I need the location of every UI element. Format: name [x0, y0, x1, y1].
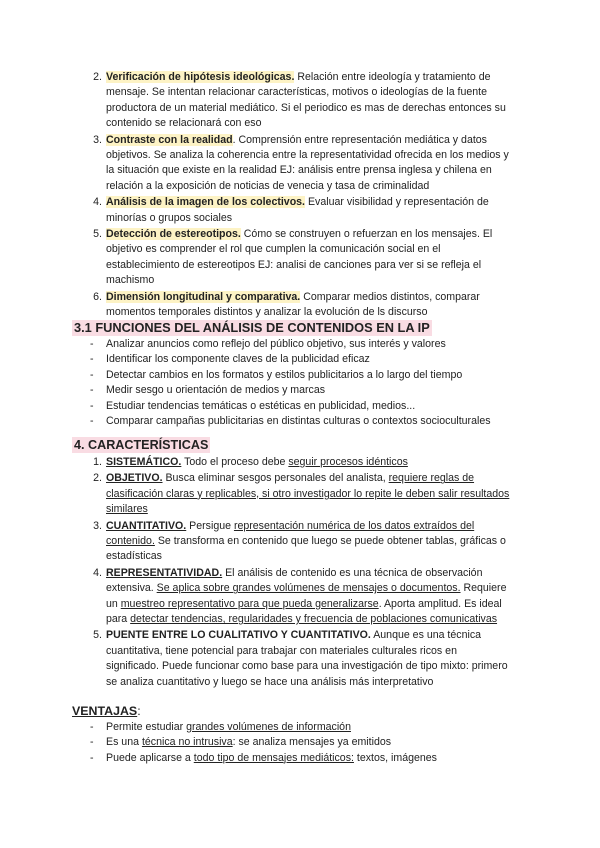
list-item — [72, 195, 510, 226]
item-title: Dimensión longitudinal y comparativa. — [106, 290, 301, 303]
item-title: PUENTE ENTRE LO CUALITATIVO Y CUANTITATIVO. — [106, 629, 371, 642]
item-text: Evaluar visibilidad y representación de minorías o grupos sociales — [106, 196, 489, 224]
section-heading-ventajas: VENTAJAS: — [72, 704, 141, 718]
list-item — [72, 290, 510, 321]
advantages-list — [72, 720, 510, 766]
item-number: 5. — [93, 228, 102, 241]
list-item: - Identificar los componente claves de la publicidad eficaz — [90, 353, 370, 366]
item-text: Comparar medios distintos, comparar momentos temporales distintos y analizar la evolución de ls discurso — [106, 290, 480, 319]
item-text: Relación entre ideología y tratamiento de mensaje. Se intentan relacionar características, motivos o ideologías de la fuente productora de un material mediático. Si el periodico es mas de derechas entonces su contenido se relacionará con eso — [106, 71, 506, 130]
list-item: 4. REPRESENTATIVIDAD. El análisis de contenido es una técnica de observación extensiva. Se aplica sobre grandes volúmenes de mensajes o documentos. Requiere un muestreo representativo para que pueda generalizarse. Aporta amplitud. Es ideal para detectar tendencias, regularidades y frecuencia de poblaciones comunicativas — [93, 566, 507, 626]
list-item — [72, 70, 510, 132]
item-number: 3. — [93, 133, 102, 146]
list-item: 5. PUENTE ENTRE LO CUALITATIVO Y CUANTITATIVO. Aunque es una técnica cuantitativa, tiene potencial para trabajar con materiales culturales ricos en significado. Puede funcionar como base para una investigación de tipo mixto: primero se analiza cuantitativo y luego se hace una análisis más interpretativo — [93, 629, 508, 688]
list-item: - Es una técnica no intrusiva: se analiza mensajes ya emitidos — [90, 736, 392, 749]
list-item — [72, 227, 510, 289]
list-item: 2. OBJETIVO. Busca eliminar sesgos personales del analista, requiere reglas de clasificación claras y replicables, si otro investigador lo repite le deben salir resultados similares — [93, 472, 510, 516]
item-title: REPRESENTATIVIDAD. — [106, 566, 223, 579]
list-item: - Comparar campañas publicitarias en distintas culturas o contextos socioculturales — [90, 415, 491, 428]
objectives-list — [72, 70, 510, 321]
functions-list — [72, 337, 510, 429]
item-text: . Comprensión entre representación mediática y datos objetivos. Se analiza la coherencia entre la representatividad ofrecida en los medios y la situación que existe en la realidad EJ: análisis entre prensa inglesa y chilena en relación a la exposición de noticias de venecia y tasa de criminalidad — [106, 133, 509, 192]
item-number: 2. — [93, 71, 102, 83]
characteristics-list — [72, 455, 510, 690]
list-item — [72, 133, 510, 195]
item-title: Contraste con la realidad — [106, 133, 233, 146]
list-item: - Medir sesgo u orientación de medios y marcas — [90, 384, 326, 397]
item-title: SISTEMÁTICO. — [106, 456, 182, 468]
item-title: OBJETIVO. — [106, 472, 163, 485]
item-number: 4. — [93, 196, 102, 209]
item-title: Análisis de la imagen de los colectivos. — [106, 196, 306, 209]
list-item: - Estudiar tendencias temáticas o estéticas en publicidad, medios... — [90, 399, 416, 412]
item-title: Verificación de hipótesis ideológicas. — [106, 71, 295, 83]
item-title: Detección de estereotipos. — [106, 228, 241, 241]
list-item: 3. CUANTITATIVO. Persigue representación numérica de los datos extraídos del contenido. Se transforma en contenido que luego se puede obtener tablas, gráficas o estadísticas — [93, 519, 506, 563]
list-item: - Analizar anuncios como reflejo del público objetivo, sus interés y valores — [90, 338, 446, 350]
item-number: 6. — [93, 290, 102, 303]
list-item: - Puede aplicarse a todo tipo de mensajes mediáticos: textos, imágenes — [90, 751, 437, 764]
section-heading-3-1: 3.1 FUNCIONES DEL ANÁLISIS DE CONTENIDOS EN LA IP — [74, 320, 430, 335]
list-item: - Detectar cambios en los formatos y estilos publicitarios a lo largo del tiempo — [90, 368, 463, 381]
section-heading-4: 4. CARACTERÍSTICAS — [74, 438, 209, 452]
list-item: 1. SISTEMÁTICO. Todo el proceso debe seguir procesos idénticos — [93, 456, 408, 468]
item-text: Cómo se construyen o refuerzan en los mensajes. El objetivo es comprender el rol que cumplen la comunicación social en el establecimiento de estereotipos EJ: analisi de canciones para ver si se refleja el machismo — [106, 228, 493, 287]
item-title: CUANTITATIVO. — [106, 519, 187, 532]
list-item: - Permite estudiar grandes volúmenes de información — [90, 721, 351, 733]
